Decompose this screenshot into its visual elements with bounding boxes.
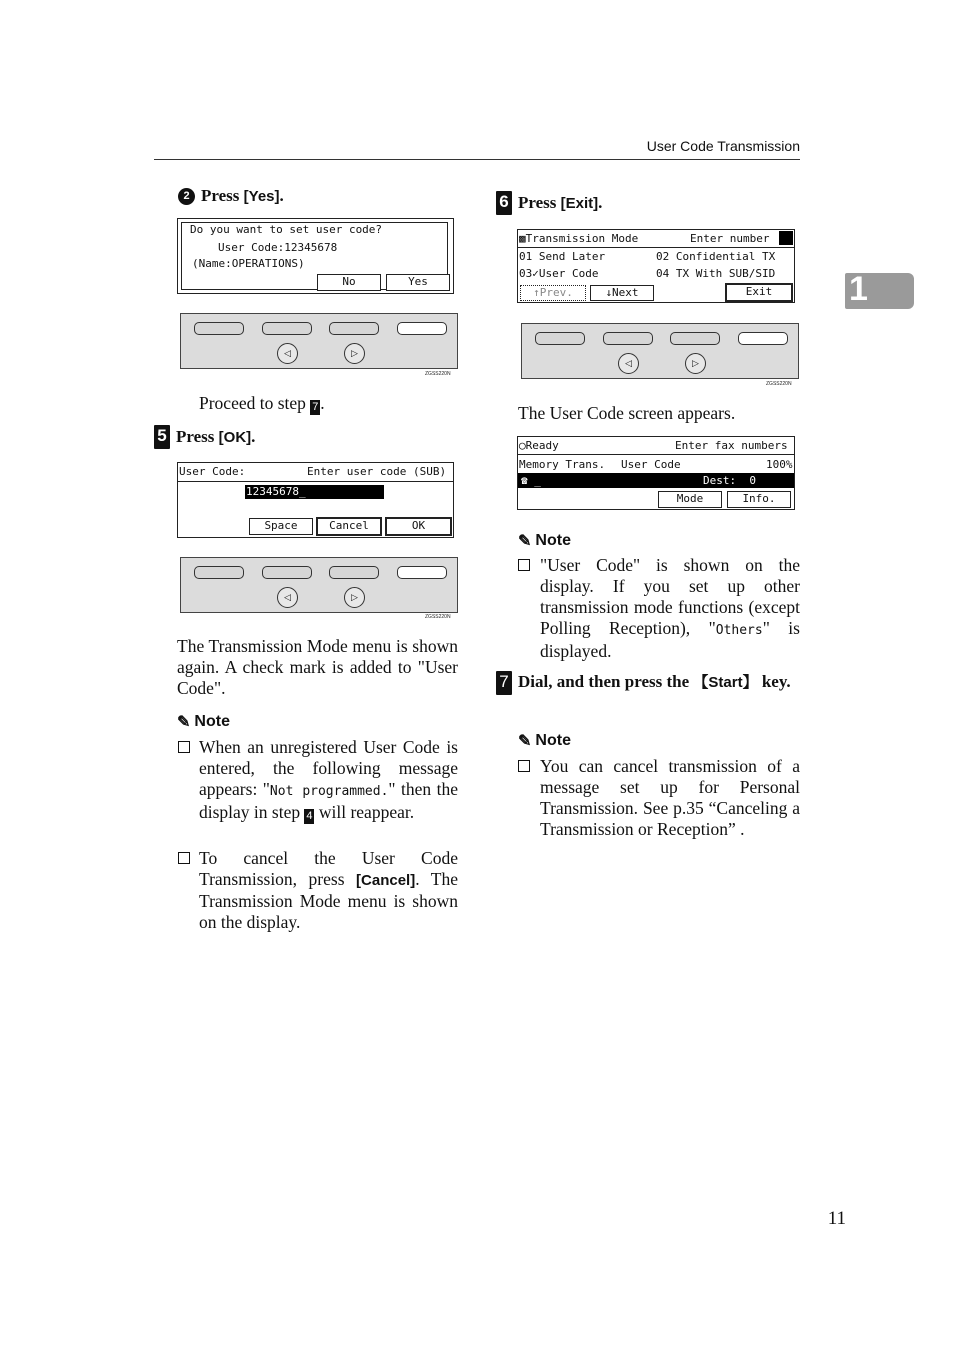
- chapter-tab: [845, 270, 914, 309]
- note-user-code-shown: "User Code" is shown on the display. If you set up other transmission mode functions (except Polling Reception), "Others" is displayed.: [540, 555, 800, 661]
- note-cancel: To cancel the User Code Transmission, press [Cancel]. The Transmission Mode menu is shown on the display.: [199, 848, 458, 932]
- space-button[interactable]: Space: [249, 518, 313, 535]
- pencil-icon: ✎: [177, 714, 191, 731]
- prev-button[interactable]: ↑Prev.: [520, 285, 586, 301]
- checkbox-icon: [518, 760, 530, 772]
- info-button[interactable]: Info.: [727, 491, 791, 508]
- checkbox-icon: [518, 559, 530, 571]
- soft-key-4[interactable]: [397, 566, 447, 579]
- cancel-button[interactable]: Cancel: [316, 517, 382, 536]
- control-panel-1: [180, 313, 458, 369]
- step-number: 6: [496, 191, 512, 215]
- user-code-screen-text: The User Code screen appears.: [518, 403, 736, 423]
- soft-key-3[interactable]: [329, 322, 379, 335]
- lcd-user-code-entry: User Code: Enter user code (SUB) 12345678_ Space Cancel OK: [177, 462, 454, 538]
- lcd-ready-screen: ◯Ready Enter fax numbers Memory Trans. User Code 100% ☎ _ Dest: 0 Mode Info.: [517, 436, 795, 510]
- header-rule: [154, 159, 800, 160]
- note-heading: ✎ Note: [518, 732, 571, 750]
- control-panel-3: [521, 323, 799, 379]
- note-heading: ✎ Note: [177, 713, 230, 731]
- soft-key-3[interactable]: [329, 566, 379, 579]
- no-button[interactable]: No: [317, 274, 381, 291]
- substep-number: 2: [178, 188, 195, 205]
- note-heading: ✎ Note: [518, 532, 571, 550]
- mode-button[interactable]: Mode: [658, 491, 722, 508]
- exit-button[interactable]: Exit: [725, 283, 793, 302]
- step-number: 7: [496, 671, 512, 695]
- image-code: ZGSS220N: [425, 371, 451, 377]
- yes-key-label: [Yes]: [243, 188, 280, 205]
- note-unregistered-code: When an unregistered User Code is entered, the following message appears: "Not programmed." then the display in step 4 will reappear.: [199, 737, 459, 822]
- ok-button[interactable]: OK: [385, 517, 452, 536]
- proceed-text: Proceed to step 7 .: [199, 393, 325, 413]
- soft-key-3[interactable]: [670, 332, 720, 345]
- transmission-mode-paragraph: The Transmission Mode menu is shown again. A check mark is added to "User Code".: [177, 636, 458, 698]
- soft-key-2[interactable]: [603, 332, 653, 345]
- chapter-number: 1: [849, 270, 868, 308]
- image-code: ZGSS220N: [425, 614, 451, 620]
- soft-key-1[interactable]: [194, 566, 244, 579]
- soft-key-2[interactable]: [262, 322, 312, 335]
- start-key-label: 【Start】: [693, 674, 758, 691]
- pencil-icon: ✎: [518, 533, 532, 550]
- pencil-icon: ✎: [518, 733, 532, 750]
- user-code-input[interactable]: 12345678_: [245, 485, 384, 499]
- note-cancel-personal: You can cancel transmission of a message set up for Personal Transmission. See p.35 “Canceling a Transmission or Reception” .: [540, 756, 800, 839]
- soft-key-1[interactable]: [535, 332, 585, 345]
- left-arrow-icon[interactable]: ◁: [277, 343, 298, 364]
- checkbox-icon: [178, 852, 190, 864]
- next-button[interactable]: ↓Next: [590, 285, 654, 301]
- right-arrow-icon[interactable]: ▷: [685, 353, 706, 374]
- ok-key-label: [OK]: [218, 429, 252, 446]
- page-number: 11: [827, 1208, 846, 1229]
- soft-key-1[interactable]: [194, 322, 244, 335]
- left-arrow-icon[interactable]: ◁: [618, 353, 639, 374]
- step-6-heading: 6 Press [Exit].: [496, 191, 602, 215]
- soft-key-2[interactable]: [262, 566, 312, 579]
- lcd-confirm-user-code: Do you want to set user code? User Code:12345678 (Name:OPERATIONS) No Yes: [177, 218, 454, 294]
- right-arrow-icon[interactable]: ▷: [344, 587, 365, 608]
- soft-key-4[interactable]: [397, 322, 447, 335]
- fax-number-input[interactable]: ☎ _: [521, 474, 541, 487]
- yes-button[interactable]: Yes: [386, 274, 450, 291]
- substep-2-heading: 2 Press [Yes].: [178, 186, 284, 206]
- exit-key-label: [Exit]: [560, 195, 599, 212]
- lcd-transmission-mode: ▩Transmission Mode Enter number 01 Send Later 02 Confidential TX 03✓User Code 04 TX With SUB/SID ↑Prev. ↓Next Exit: [517, 229, 795, 303]
- step-number: 5: [154, 425, 170, 449]
- left-arrow-icon[interactable]: ◁: [277, 587, 298, 608]
- soft-key-4[interactable]: [738, 332, 788, 345]
- checkbox-icon: [178, 741, 190, 753]
- step-5-heading: 5 Press [OK].: [154, 425, 255, 449]
- running-header: User Code Transmission: [646, 138, 800, 154]
- image-code: ZGSS220N: [766, 381, 792, 387]
- step-7-heading: 7 Dial, and then press the 【Start】 key.: [496, 671, 800, 693]
- right-arrow-icon[interactable]: ▷: [344, 343, 365, 364]
- control-panel-2: [180, 557, 458, 613]
